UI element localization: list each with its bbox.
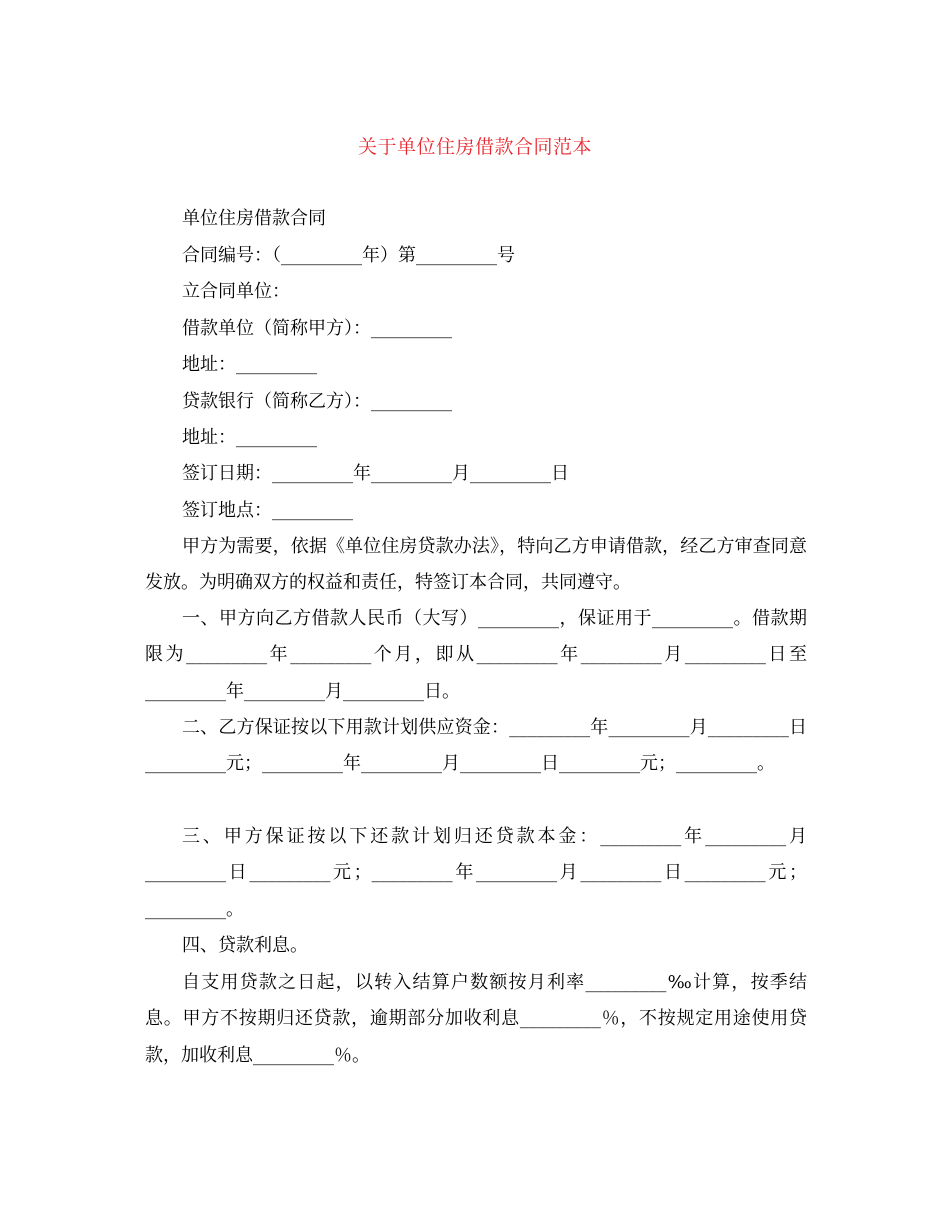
borrower-address-line: 地址：_________ <box>182 354 317 375</box>
contract-number-line: 合同编号：（_________年）第_________号 <box>182 245 515 266</box>
clause-3-paragraph: 三、甲方保证按以下还款计划归还贷款本金：_________年_________月_________日_________元；_________年_________月_________日_________元；_________。 <box>145 826 807 920</box>
signing-place-line: 签订地点：_________ <box>182 500 353 521</box>
document-title: 关于单位住房借款合同范本 <box>357 136 592 158</box>
borrower-line: 借款单位（简称甲方）：_________ <box>182 318 452 339</box>
interest-paragraph: 自支用贷款之日起，以转入结算户数额按月利率_________‰计算，按季结息。甲方不按期归还贷款，逾期部分加收利息_________％，不按规定用途使用贷款，加收利息_________％。 <box>145 972 807 1066</box>
clause-1-paragraph: 一、甲方向乙方借款人民币（大写）_________，保证用于_________。借款期限为_________年_________个月，即从_________年_________月_________日至_________年_________月_________日。 <box>145 608 807 702</box>
clause-2-paragraph: 二、乙方保证按以下用款计划供应资金：_________年_________月_________日_________元；_________年_________月_________日_________元；_________。 <box>145 717 807 775</box>
lender-address-line: 地址：_________ <box>182 427 317 448</box>
contracting-parties-label: 立合同单位： <box>182 281 290 302</box>
signing-date-line: 签订日期：_________年_________月_________日 <box>182 463 569 484</box>
lender-bank-line: 贷款银行（简称乙方）：_________ <box>182 391 452 412</box>
clause-4-heading: 四、贷款利息。 <box>182 935 308 956</box>
contract-heading: 单位住房借款合同 <box>182 208 326 229</box>
preamble-paragraph: 甲方为需要，依据《单位住房贷款办法》，特向乙方申请借款，经乙方审查同意发放。为明确双方的权益和责任，特签订本合同，共同遵守。 <box>145 536 807 594</box>
